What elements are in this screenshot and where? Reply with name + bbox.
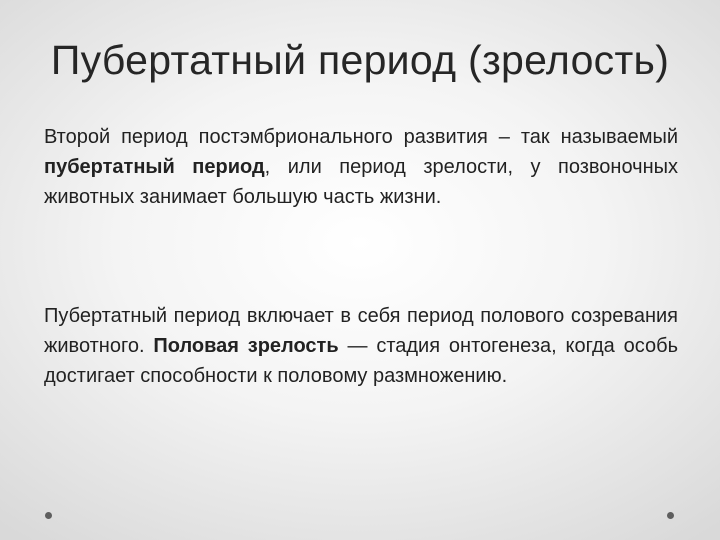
slide-title: Пубертатный период (зрелость)	[50, 37, 670, 83]
paragraph-puberty-definition	[44, 122, 678, 212]
paragraph-text: Пубертатный период включает в себя период полового созревания животного.	[44, 305, 678, 357]
decorative-dot-right	[667, 512, 674, 519]
decorative-dot-left	[45, 512, 52, 519]
paragraph-text: , или период зрелости, у позвоночных животных занимает большую часть жизни.	[44, 156, 678, 208]
paragraph-sexual-maturity	[44, 301, 678, 391]
bold-term: Половая зрелость	[153, 335, 339, 357]
paragraph-text: Второй период постэмбрионального развития – так называемый	[44, 126, 678, 148]
bold-term: пубертатный период	[44, 156, 265, 178]
paragraph-text: — стадия онтогенеза, когда особь достигает способности к половому размножению.	[44, 335, 678, 387]
